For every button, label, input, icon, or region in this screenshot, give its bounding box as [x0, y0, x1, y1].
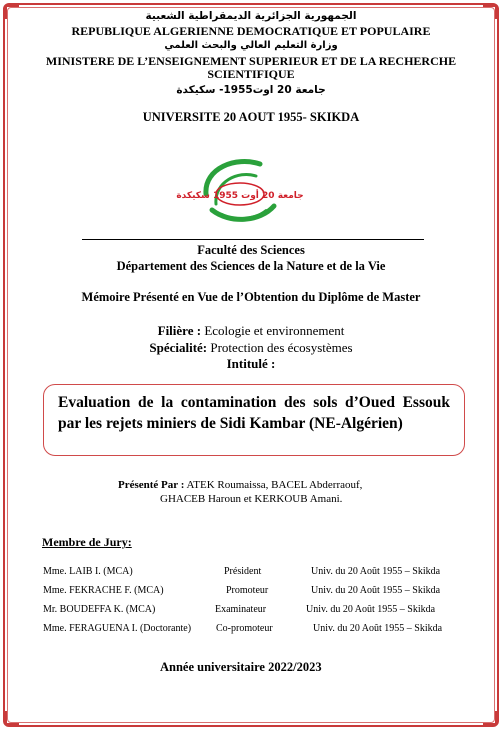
- jury-member-institution: Univ. du 20 Août 1955 – Skikda: [311, 566, 441, 577]
- ministry-line1: MINISTERE DE L’ENSEIGNEMENT SUPERIEUR ET DE LA RECHERCHE: [45, 54, 457, 68]
- university-name: UNIVERSITE 20 AOUT 1955- SKIKDA: [142, 110, 360, 124]
- filiere-value: Ecologie et environnement: [201, 323, 345, 338]
- faculty-name: Faculté des Sciences: [197, 243, 305, 257]
- department-name: Département des Sciences de la Nature et de la Vie: [116, 259, 386, 273]
- thesis-title-box: [43, 384, 465, 456]
- jury-member-institution: Univ. du 20 Août 1955 – Skikda: [306, 604, 436, 615]
- intitule-label: Intitulé :: [226, 356, 276, 371]
- republic-title: REPUBLIQUE ALGERIENNE DEMOCRATIQUE ET POPULAIRE: [71, 24, 431, 38]
- jury-member-role: Co-promoteur: [216, 623, 273, 634]
- arabic-ministry: وزارة التعليم العالي والبحث العلمي: [164, 40, 338, 51]
- presented-line1: [118, 479, 362, 491]
- jury-member-role: Examinateur: [215, 604, 267, 615]
- jury-member-role: Promoteur: [226, 585, 269, 596]
- jury-member-name: Mme. FERAGUENA I. (Doctorante): [43, 623, 192, 634]
- presented-authors-2: GHACEB Haroun et KERKOUB Amani.: [160, 493, 343, 505]
- filiere-label: Filière :: [157, 323, 202, 338]
- academic-year: Année universitaire 2022/2023: [160, 660, 322, 674]
- filiere-line: [0, 323, 502, 339]
- jury-member-name: Mme. FEKRACHE F. (MCA): [43, 585, 164, 596]
- divider: [82, 239, 424, 240]
- presented-authors-1: ATEK Roumaissa, BACEL Abderraouf,: [184, 479, 363, 491]
- logo-text: جامعة 20 أوت 1955 سكيكدة: [176, 191, 304, 201]
- specialite-value: Protection des écosystèmes: [207, 340, 353, 355]
- ministry-line2: SCIENTIFIQUE: [207, 67, 295, 81]
- memoire-line: Mémoire Présenté en Vue de l’Obtention du Diplôme de Master: [81, 290, 421, 304]
- thesis-title: Evaluation de la contamination des sols d’Oued Essouk par les rejets miniers de Sidi Kambar (NE-Algérien): [58, 394, 450, 432]
- specialite-label: Spécialité:: [149, 340, 208, 355]
- jury-member-name: Mme. LAIB I. (MCA): [43, 566, 133, 577]
- arabic-university: جامعة 20 اوت1955- سكيكدة: [176, 84, 326, 96]
- jury-member-institution: Univ. du 20 Août 1955 – Skikda: [313, 623, 443, 634]
- jury-member-name: Mr. BOUDEFFA K. (MCA): [43, 604, 156, 615]
- jury-member-institution: Univ. du 20 Août 1955 – Skikda: [311, 585, 441, 596]
- university-logo: [176, 152, 304, 224]
- specialite-line: [0, 340, 502, 356]
- presented-label: Présenté Par :: [118, 479, 185, 491]
- arabic-republic: الجمهورية الجزائرية الديمقراطية الشعبية: [145, 10, 357, 22]
- jury-member-role: Président: [224, 566, 262, 577]
- jury-heading: Membre de Jury:: [42, 535, 132, 549]
